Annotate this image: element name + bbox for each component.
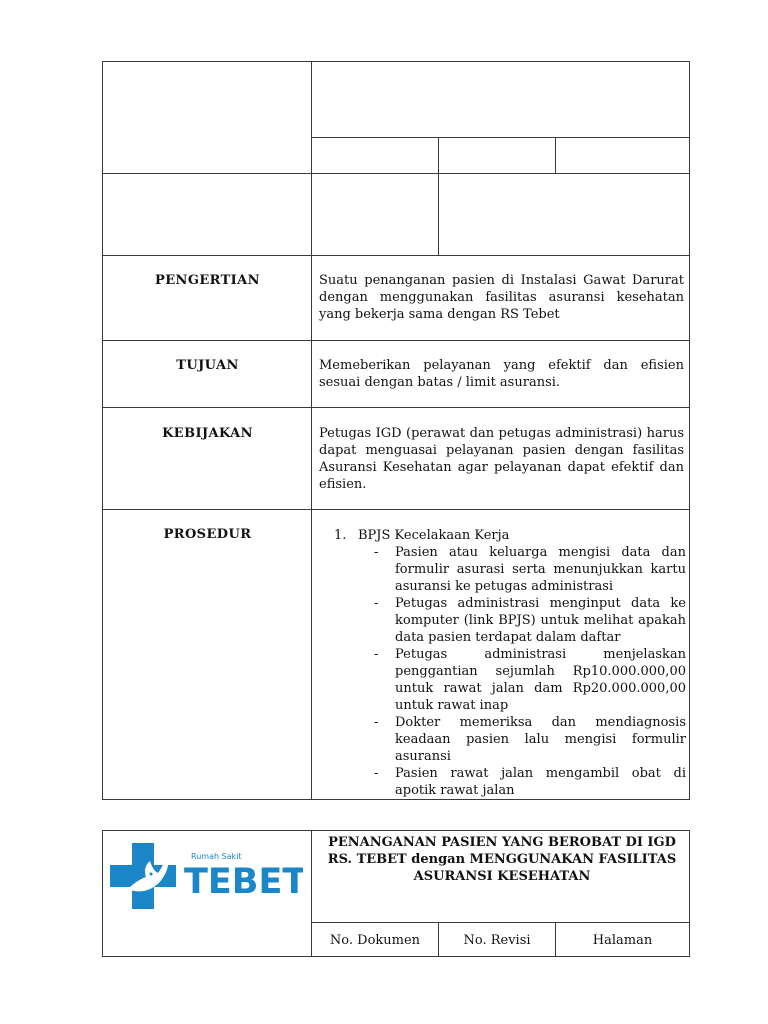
- item-number: 1.: [334, 528, 347, 543]
- prosedur-step: - Pasien atau keluarga mengisi data dan formulir asurasi serta menunjukkan kartu asuransi ke petugas administrasi: [374, 544, 686, 595]
- item-title: BPJS Kecelakaan Kerja: [358, 528, 510, 543]
- prosedur-step: - Dokter memeriksa dan mendiagnosis keadaan pasien lalu mengisi formulir asuransi: [374, 714, 686, 765]
- kebijakan-text: Petugas IGD (perawat dan petugas administrasi) harus dapat menguasai pelayanan pasien dengan fasilitas Asuransi Kesehatan agar pelayanan dapat efektif dan efisien.: [319, 426, 684, 492]
- pengertian-label: PENGERTIAN: [155, 273, 260, 288]
- revision-label: No. Revisi: [463, 933, 531, 948]
- prosedur-steps: [334, 544, 686, 799]
- cross-dove-icon: [108, 843, 303, 911]
- tujuan-label: TUJUAN: [176, 358, 239, 373]
- tujuan-text: Memeberikan pelayanan yang efektif dan efisien sesuai dengan batas / limit asuransi.: [319, 358, 684, 390]
- svg-text:Rumah Sakit: Rumah Sakit: [191, 852, 242, 861]
- prosedur-step: - Petugas administrasi menginput data ke komputer (link BPJS) untuk melihat apakah data pasien terdapat dalam daftar: [374, 595, 686, 646]
- svg-text:TEBET: TEBET: [184, 862, 303, 902]
- kebijakan-label: KEBIJAKAN: [162, 426, 253, 441]
- prosedur-step: - Petugas administrasi menjelaskan penggantian sejumlah Rp10.000.000,00 untuk rawat jalan dam Rp20.000.000,00 untuk rawat inap: [374, 646, 686, 714]
- hospital-logo: [108, 843, 303, 911]
- prosedur-item: [334, 527, 686, 544]
- prosedur-content: [334, 527, 686, 799]
- doc-number-label: No. Dokumen: [329, 933, 421, 948]
- prosedur-step: - Pasien rawat jalan mengambil obat di apotik rawat jalan: [374, 765, 686, 799]
- document-title: PENANGANAN PASIEN YANG BEROBAT DI IGD RS. TEBET dengan MENGGUNAKAN FASILITAS ASURANSI KESEHATAN: [327, 835, 677, 884]
- pengertian-text: Suatu penanganan pasien di Instalasi Gawat Darurat dengan menggunakan fasilitas asuransi kesehatan yang bekerja sama dengan RS Tebet: [319, 273, 684, 322]
- page-label: Halaman: [592, 933, 653, 948]
- prosedur-label: PROSEDUR: [163, 527, 252, 542]
